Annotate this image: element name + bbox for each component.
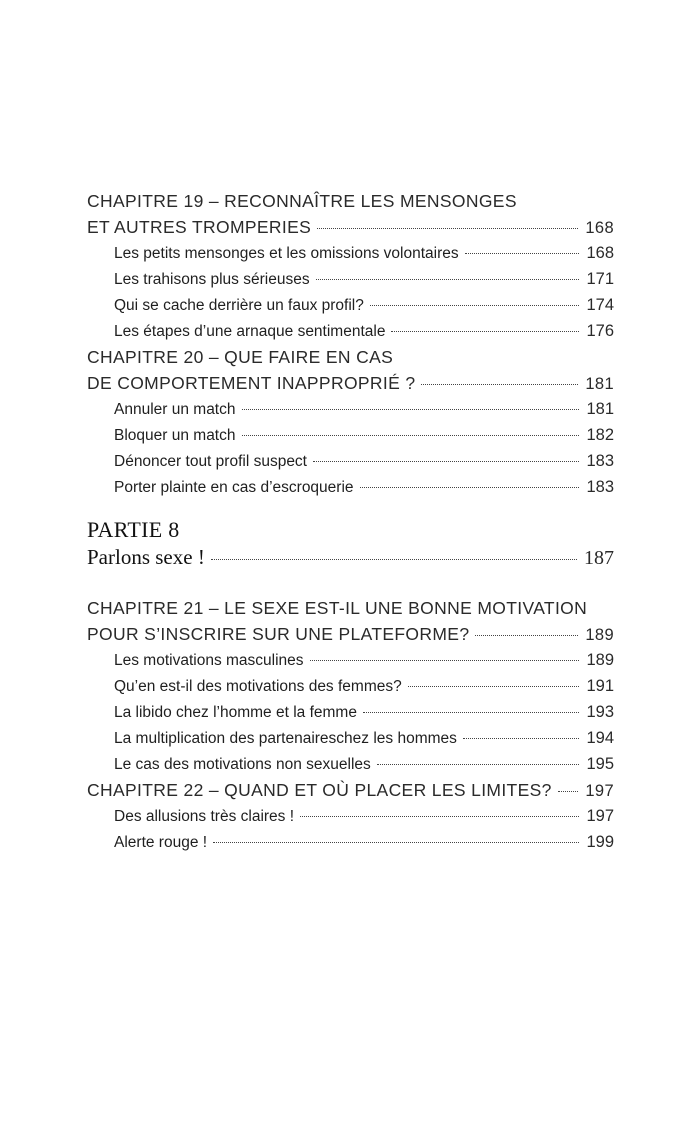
dot-leader bbox=[475, 635, 578, 636]
table-of-contents bbox=[87, 188, 614, 855]
page-number: 197 bbox=[586, 807, 614, 825]
dot-leader bbox=[558, 791, 579, 792]
section-title: Qu’en est-il des motivations des femmes? bbox=[114, 678, 402, 695]
dot-leader bbox=[242, 409, 580, 410]
chapter-22-title[interactable] bbox=[87, 777, 614, 803]
dot-leader bbox=[463, 738, 580, 739]
toc-entry[interactable] bbox=[87, 318, 614, 344]
dot-leader bbox=[391, 331, 579, 332]
section-title: Dénoncer tout profil suspect bbox=[114, 453, 307, 470]
dot-leader bbox=[377, 764, 580, 765]
dot-leader bbox=[300, 816, 579, 817]
dot-leader bbox=[213, 842, 579, 843]
part-title-text: Parlons sexe ! bbox=[87, 545, 205, 569]
chapter-21-title-line1[interactable] bbox=[87, 595, 614, 621]
dot-leader bbox=[370, 305, 580, 306]
toc-entry[interactable] bbox=[87, 751, 614, 777]
dot-leader bbox=[211, 559, 577, 560]
page-number: 195 bbox=[586, 755, 614, 773]
page-number: 168 bbox=[586, 244, 614, 262]
page-number: 193 bbox=[586, 703, 614, 721]
spacer bbox=[87, 571, 614, 595]
section-title: Les petits mensonges et les omissions volontaires bbox=[114, 245, 459, 262]
toc-entry[interactable] bbox=[87, 474, 614, 500]
section-title: La multiplication des partenaireschez les hommes bbox=[114, 730, 457, 747]
page-number: 183 bbox=[586, 452, 614, 470]
toc-entry[interactable] bbox=[87, 647, 614, 673]
chapter-title-text: ET AUTRES TROMPERIES bbox=[87, 217, 312, 237]
chapter-21-title-line2[interactable] bbox=[87, 621, 614, 647]
toc-entry[interactable] bbox=[87, 829, 614, 855]
page-number: 174 bbox=[586, 296, 614, 314]
dot-leader bbox=[317, 228, 578, 229]
page-number: 181 bbox=[586, 400, 614, 418]
chapter-19-title-line2[interactable] bbox=[87, 214, 614, 240]
chapter-20-title-line1[interactable] bbox=[87, 344, 614, 370]
toc-entry[interactable] bbox=[87, 292, 614, 318]
page-number: 189 bbox=[585, 626, 614, 644]
toc-entry[interactable] bbox=[87, 803, 614, 829]
chapter-title-text: CHAPITRE 22 – QUAND ET OÙ PLACER LES LIMITES? bbox=[87, 780, 552, 800]
chapter-19-title-line1[interactable] bbox=[87, 188, 614, 214]
dot-leader bbox=[363, 712, 580, 713]
page-number: 168 bbox=[585, 219, 614, 237]
page-number: 194 bbox=[586, 729, 614, 747]
toc-entry[interactable] bbox=[87, 266, 614, 292]
section-title: Le cas des motivations non sexuelles bbox=[114, 756, 371, 773]
section-title: La libido chez l’homme et la femme bbox=[114, 704, 357, 721]
toc-entry[interactable] bbox=[87, 699, 614, 725]
dot-leader bbox=[316, 279, 580, 280]
chapter-title-text: CHAPITRE 19 – RECONNAÎTRE LES MENSONGES bbox=[87, 191, 517, 211]
dot-leader bbox=[242, 435, 580, 436]
toc-entry[interactable] bbox=[87, 396, 614, 422]
page-number: 171 bbox=[586, 270, 614, 288]
page-number: 181 bbox=[585, 375, 614, 393]
section-title: Qui se cache derrière un faux profil? bbox=[114, 297, 364, 314]
section-title: Bloquer un match bbox=[114, 427, 236, 444]
chapter-title-text: DE COMPORTEMENT INAPPROPRIÉ ? bbox=[87, 373, 416, 393]
chapter-title-text: CHAPITRE 20 – QUE FAIRE EN CAS bbox=[87, 347, 394, 367]
spacer bbox=[87, 500, 614, 517]
dot-leader bbox=[421, 384, 578, 385]
page-number: 183 bbox=[586, 478, 614, 496]
page-number: 176 bbox=[586, 322, 614, 340]
section-title: Les motivations masculines bbox=[114, 652, 304, 669]
dot-leader bbox=[360, 487, 580, 488]
section-title: Les trahisons plus sérieuses bbox=[114, 271, 310, 288]
chapter-20-title-line2[interactable] bbox=[87, 370, 614, 396]
toc-entry[interactable] bbox=[87, 448, 614, 474]
page-number: 199 bbox=[586, 833, 614, 851]
page-number: 197 bbox=[585, 782, 614, 800]
section-title: Les étapes d’une arnaque sentimentale bbox=[114, 323, 386, 340]
section-title: Des allusions très claires ! bbox=[114, 808, 295, 825]
chapter-title-text: POUR S’INSCRIRE SUR UNE PLATEFORME? bbox=[87, 624, 470, 644]
dot-leader bbox=[465, 253, 580, 254]
section-title: Alerte rouge ! bbox=[114, 834, 208, 851]
part-label: PARTIE 8 bbox=[87, 517, 180, 542]
page-number: 187 bbox=[584, 547, 614, 569]
part-8-title[interactable] bbox=[87, 543, 614, 571]
chapter-title-text: CHAPITRE 21 – LE SEXE EST-IL UNE BONNE MOTIVATION bbox=[87, 598, 588, 618]
toc-entry[interactable] bbox=[87, 673, 614, 699]
dot-leader bbox=[310, 660, 580, 661]
toc-entry[interactable] bbox=[87, 240, 614, 266]
dot-leader bbox=[313, 461, 579, 462]
toc-entry[interactable] bbox=[87, 725, 614, 751]
section-title: Porter plainte en cas d’escroquerie bbox=[114, 479, 354, 496]
page-number: 182 bbox=[586, 426, 614, 444]
section-title: Annuler un match bbox=[114, 401, 236, 418]
dot-leader bbox=[408, 686, 580, 687]
toc-entry[interactable] bbox=[87, 422, 614, 448]
page-number: 191 bbox=[586, 677, 614, 695]
page-number: 189 bbox=[586, 651, 614, 669]
